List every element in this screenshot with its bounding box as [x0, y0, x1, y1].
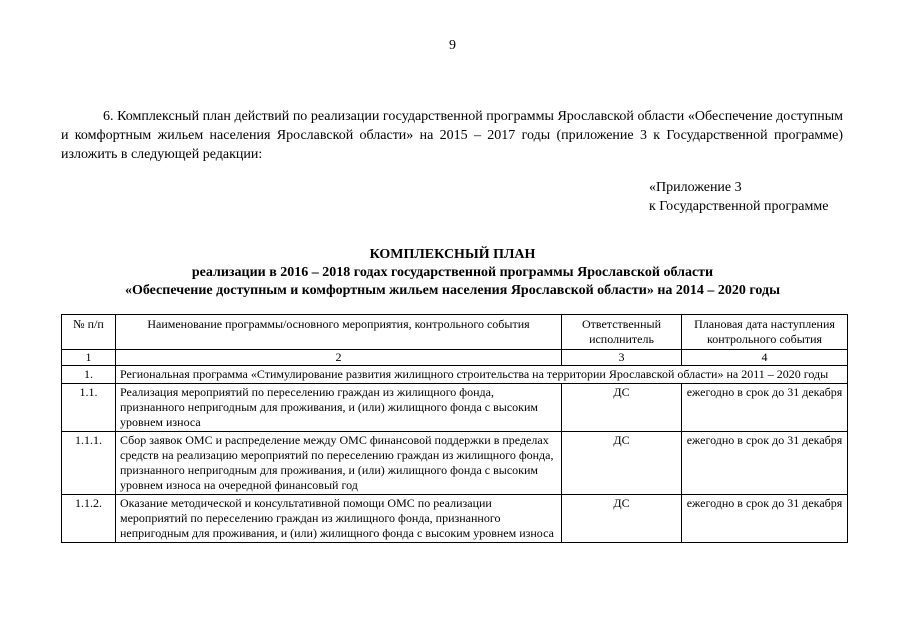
header-executor: Ответственный исполнитель	[562, 315, 682, 350]
row-name: Оказание методической и консультативной помощи ОМС по реализации мероприятий по переселению граждан из жилищного фонда, признанного непригодным для проживания, и (или) жилищного фонда с высоким уровнем износа	[116, 495, 562, 543]
row-num: 1.1.2.	[62, 495, 116, 543]
appendix-note	[649, 178, 828, 216]
plan-subtitle-2: «Обеспечение доступным и комфортным жильем населения Ярославской области» на 2014 – 2020 годы	[124, 283, 781, 298]
column-number-row	[62, 350, 848, 366]
row-name: Сбор заявок ОМС и распределение между ОМС финансовой поддержки в пределах средств на реализацию мероприятий по переселению граждан из жилищного фонда, признанного непригодным для проживания, и (или) жилищного фонда с высоким уровнем износа на очередной финансовый год	[116, 432, 562, 495]
row-num: 1.1.	[62, 384, 116, 432]
row-executor: ДС	[562, 432, 682, 495]
row-name: Реализация мероприятий по переселению граждан из жилищного фонда, признанного непригодным для проживания, и (или) жилищного фонда с высоким уровнем износа	[116, 384, 562, 432]
appendix-line-2: к Государственной программе	[649, 199, 829, 214]
row-date: ежегодно в срок до 31 декабря	[682, 432, 848, 495]
col-number: 1	[62, 350, 116, 366]
table-header-row	[62, 315, 848, 350]
plan-title: КОМПЛЕКСНЫЙ ПЛАН	[369, 247, 536, 262]
appendix-line-1: «Приложение 3	[649, 180, 742, 195]
col-number: 3	[562, 350, 682, 366]
plan-table	[61, 314, 848, 543]
intro-paragraph: 6. Комплексный план действий по реализации государственной программы Ярославской области «Обеспечение доступным и комфортным жильем населения Ярославской области» на 2015 – 2017 годы (приложение 3 к Государственной программе) изложить в следующей редакции:	[61, 109, 843, 162]
row-date: ежегодно в срок до 31 декабря	[682, 384, 848, 432]
col-number: 4	[682, 350, 848, 366]
row-date: ежегодно в срок до 31 декабря	[682, 495, 848, 543]
row-executor: ДС	[562, 495, 682, 543]
row-num: 1.1.1.	[62, 432, 116, 495]
row-executor: ДС	[562, 384, 682, 432]
page-number: 9	[449, 38, 456, 53]
header-num: № п/п	[62, 315, 116, 350]
table-row	[62, 495, 848, 543]
header-name: Наименование программы/основного мероприятия, контрольного события	[116, 315, 562, 350]
plan-heading	[0, 246, 905, 300]
row-num: 1.	[62, 366, 116, 384]
col-number: 2	[116, 350, 562, 366]
header-date: Плановая дата наступления контрольного события	[682, 315, 848, 350]
plan-subtitle-1: реализации в 2016 – 2018 годах государственной программы Ярославской области	[191, 265, 714, 280]
program-row	[62, 366, 848, 384]
table-row	[62, 384, 848, 432]
table-row	[62, 432, 848, 495]
program-name: Региональная программа «Стимулирование развития жилищного строительства на территории Ярославской области» на 2011 – 2020 годы	[116, 366, 848, 384]
